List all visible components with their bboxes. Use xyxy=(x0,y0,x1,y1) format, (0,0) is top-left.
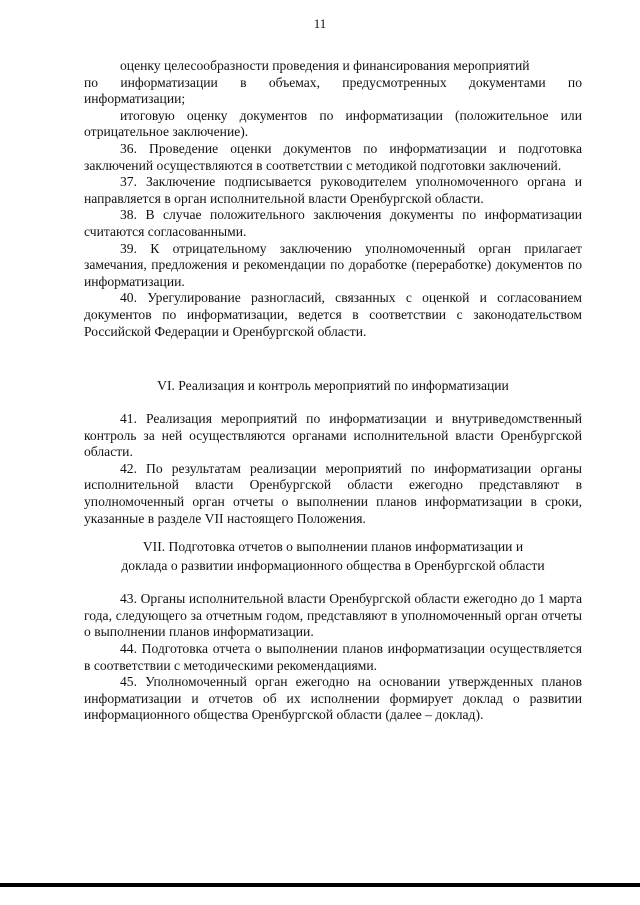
paragraph: информатизации; xyxy=(84,91,186,107)
paragraph: оценку целесообразности проведения и финансирования мероприятий xyxy=(120,58,530,73)
paragraph-38: 38. В случае положительного заключения документы по информатизации считаются согласованными. xyxy=(84,207,582,239)
paragraph-39: 39. К отрицательному заключению уполномоченный орган прилагает замечания, предложения и рекомендации по доработке (переработке) документов по информатизации. xyxy=(84,240,582,289)
section-6-heading: VI. Реализация и контроль мероприятий по информатизации xyxy=(157,378,509,394)
document-body xyxy=(84,58,582,724)
paragraph: по информатизации в объемах, предусмотренных документами по xyxy=(84,74,582,90)
paragraph-44: 44. Подготовка отчета о выполнении планов информатизации осуществляется в соответствии с методическими рекомендациями. xyxy=(84,641,582,673)
paragraph-42: 42. По результатам реализации мероприятий по информатизации органы исполнительной власти Оренбургской области ежегодно представляют в уполномоченный орган отчеты о выполнении планов информатизации в сроки, указанные в разделе VII настоящего Положения. xyxy=(84,460,582,526)
page-number: 11 xyxy=(313,16,327,31)
paragraph-41: 41. Реализация мероприятий по информатизации и внутриведомственный контроль за ней осуществляются органами исполнительной власти Оренбургской области. xyxy=(84,411,582,460)
paragraph-40: 40. Урегулирование разногласий, связанных с оценкой и согласованием документов по информатизации, ведется в соответствии с законодательством Российской Федерации и Оренбургской области. xyxy=(84,290,582,339)
page-bottom-edge xyxy=(0,883,640,887)
section-7-heading-line-1: VII. Подготовка отчетов о выполнении планов информатизации и xyxy=(142,539,524,555)
paragraph-45: 45. Уполномоченный орган ежегодно на основании утвержденных планов информатизации и отчетов об их исполнении формирует доклад о развитии информационного общества Оренбургской области (далее – доклад). xyxy=(84,674,582,723)
paragraph-43: 43. Органы исполнительной власти Оренбургской области ежегодно до 1 марта года, следующего за отчетным годом, представляют в уполномоченный орган отчеты о выполнении планов информатизации. xyxy=(84,591,582,640)
paragraph: итоговую оценку документов по информатизации (положительное или отрицательное заключение). xyxy=(84,107,582,140)
section-7-heading-line-2: доклада о развитии информационного общества в Оренбургской области xyxy=(121,558,545,574)
paragraph-37: 37. Заключение подписывается руководителем уполномоченного органа и направляется в орган исполнительной власти Оренбургской области. xyxy=(84,174,582,206)
paragraph-36: 36. Проведение оценки документов по информатизации и подготовка заключений осуществляются в соответствии с методикой подготовки заключений. xyxy=(84,140,582,173)
